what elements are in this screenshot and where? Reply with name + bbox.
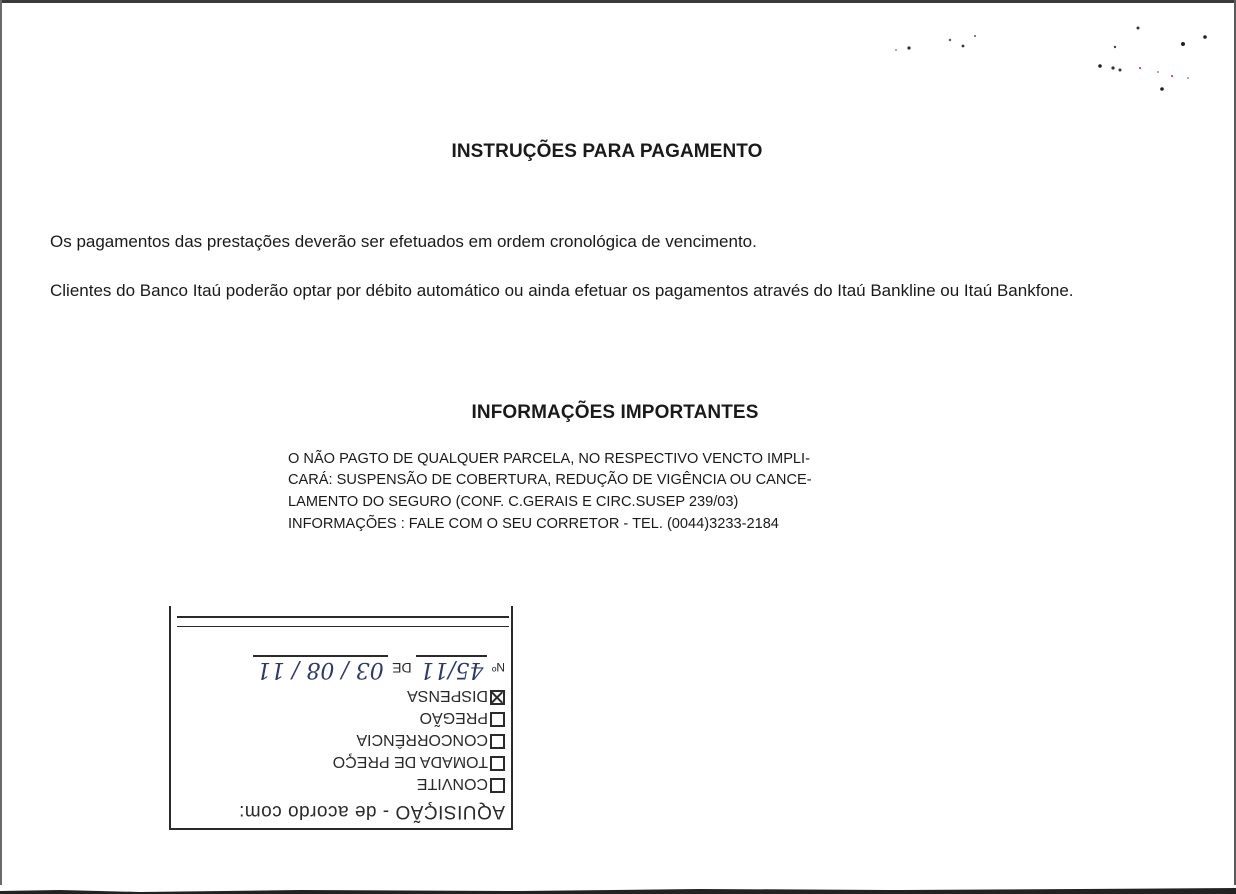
info-line-3: LAMENTO DO SEGURO (CONF. C.GERAIS E CIRC.SUSEP 239/03) xyxy=(288,494,739,510)
info-line-4: INFORMAÇÕES : FALE COM O SEU CORRETOR - TEL. (0044)3233-2184 xyxy=(288,516,779,532)
stamp-rule-bottom xyxy=(177,616,509,618)
stamp-option-pregao xyxy=(420,708,505,727)
stamp-option-label: DISPENSA xyxy=(407,687,488,704)
scan-edge-bottom xyxy=(0,885,1236,894)
checkbox-dispensa-checked xyxy=(490,690,505,705)
stamp-number-field xyxy=(416,655,487,682)
handwritten-date: 03 / 08 / 11 xyxy=(256,657,384,682)
stamp-option-tomada-de-preco xyxy=(333,752,505,771)
handwritten-number: 45/11 xyxy=(420,657,484,682)
stamp-option-concorrencia xyxy=(356,730,505,749)
info-line-2: CARÁ: SUSPENSÃO DE COBERTURA, REDUÇÃO DE VIGÊNCIA OU CANCE- xyxy=(288,472,812,488)
payment-instructions-title: INSTRUÇÕES PARA PAGAMENTO xyxy=(451,141,763,162)
scan-edge-bottom-line xyxy=(0,885,1236,894)
stamp-date-prefix: DE xyxy=(392,660,412,676)
stamp-option-label: CONVITE xyxy=(416,775,488,792)
checkbox-concorrencia xyxy=(490,734,505,749)
stamp-option-dispensa xyxy=(407,686,505,705)
stamp-number-prefix: Nº xyxy=(491,660,505,674)
stamp-heading: AQUISIÇÃO - de acordo com: xyxy=(238,801,505,822)
stamp-option-label: TOMADA DE PREÇO xyxy=(332,753,488,770)
acquisition-stamp xyxy=(167,600,513,830)
payment-paragraph-1: Os pagamentos das prestações deverão ser efetuados em ordem cronológica de vencimento. xyxy=(50,232,757,251)
checkbox-convite xyxy=(490,778,505,793)
info-line-1: O NÃO PAGTO DE QUALQUER PARCELA, NO RESPECTIVO VENCTO IMPLI- xyxy=(288,451,810,467)
important-info-title: INFORMAÇÕES IMPORTANTES xyxy=(471,402,759,423)
checkbox-tomada-de-preco xyxy=(490,756,505,771)
stamp-number-date-row xyxy=(253,655,505,682)
stamp-rule-bottom-inner xyxy=(177,626,509,627)
stamp-option-label: CONCORRÊNCIA xyxy=(356,731,488,748)
payment-paragraph-2: Clientes do Banco Itaú poderão optar por débito automático ou ainda efetuar os pagamentos através do Itaú Bankline ou Itaú Bankfone. xyxy=(50,281,1074,300)
scan-edge-left xyxy=(0,0,2,894)
stamp-option-convite xyxy=(417,774,505,793)
scan-specks xyxy=(0,0,1236,120)
stamp-option-label: PREGÃO xyxy=(419,709,488,726)
stamp-date-field xyxy=(253,655,388,682)
checkbox-pregao xyxy=(490,712,505,727)
